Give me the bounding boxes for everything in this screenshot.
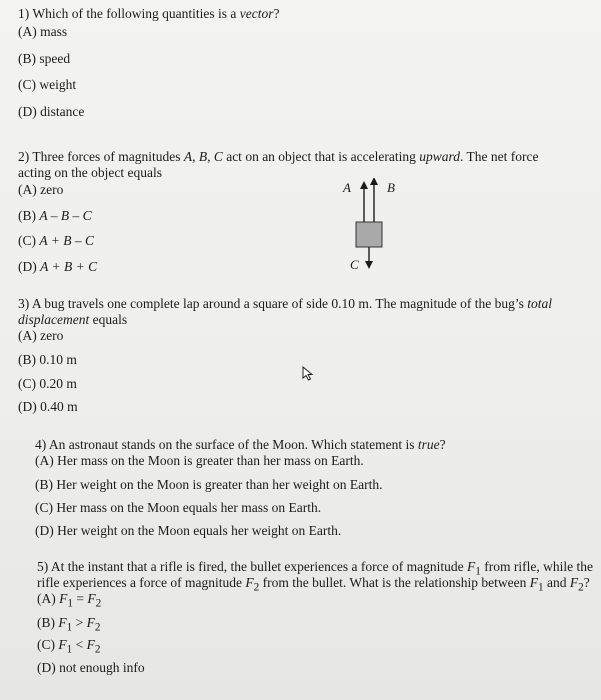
- force-diagram: [340, 178, 400, 278]
- q5-option-c: (C) $F_1 < F_2$: [37, 637, 101, 656]
- label-force-c: C: [350, 257, 359, 272]
- q2-option-a: (A) zero: [18, 182, 64, 197]
- q5-option-b: (B) $F_1 > F_2$: [37, 615, 101, 634]
- q1-option-a: (A) mass: [18, 24, 68, 39]
- q2-stem-line2: acting on the object equals: [18, 165, 162, 180]
- q3-stem-line1: 3) A bug travels one complete lap around a square of side 0.10 m. The magnitude of the bug’s total: [18, 296, 553, 311]
- mouse-pointer-icon: [302, 366, 316, 382]
- q4-option-d: (D) Her weight on the Moon equals her weight on Earth.: [35, 523, 342, 538]
- q2-option-c: (C) A + B – C: [18, 233, 94, 248]
- q1-option-d: (D) distance: [18, 104, 85, 119]
- q5-stem-line2: rifle experiences a force of magnitude $F_2$ from the bullet. What is the relationship between $F_1$ and $F_2$?: [37, 575, 590, 594]
- q3-option-a: (A) zero: [18, 328, 64, 343]
- q1-stem: 1) Which of the following quantities is a vector?: [18, 6, 280, 21]
- object-box: [356, 222, 382, 247]
- q3-option-d: (D) 0.40 m: [18, 399, 78, 414]
- q3-option-c: (C) 0.20 m: [18, 376, 77, 391]
- label-force-a: A: [343, 180, 351, 195]
- q3-option-b: (B) 0.10 m: [18, 352, 77, 367]
- q2-option-d: (D) A + B + C: [18, 259, 98, 274]
- q5-option-a: (A) $F_1 = F_2$: [37, 591, 102, 610]
- q4-option-a: (A) Her mass on the Moon is greater than her mass on Earth.: [35, 453, 364, 468]
- q5-option-d: (D) not enough info: [37, 660, 145, 675]
- q4-option-b: (B) Her weight on the Moon is greater than her weight on Earth.: [35, 477, 383, 492]
- q2-stem-line1: 2) Three forces of magnitudes A, B, C act on an object that is accelerating upward. The net force: [18, 149, 539, 164]
- q3-stem-line2: displacement equals: [18, 312, 128, 327]
- arrowhead-c-icon: [365, 261, 373, 269]
- q1-option-c: (C) weight: [18, 77, 77, 92]
- arrowhead-a-icon: [360, 181, 368, 189]
- q1-option-b: (B) speed: [18, 51, 71, 66]
- q4-option-c: (C) Her mass on the Moon equals her mass on Earth.: [35, 500, 322, 515]
- q4-stem: 4) An astronaut stands on the surface of the Moon. Which statement is true?: [35, 437, 446, 452]
- q2-option-b: (B) A – B – C: [18, 208, 92, 223]
- label-force-b: B: [387, 180, 395, 195]
- arrowhead-b-icon: [370, 178, 378, 185]
- q5-stem-line1: 5) At the instant that a rifle is fired, the bullet experiences a force of magnitude $F_1$ from rifle, while the: [37, 559, 593, 578]
